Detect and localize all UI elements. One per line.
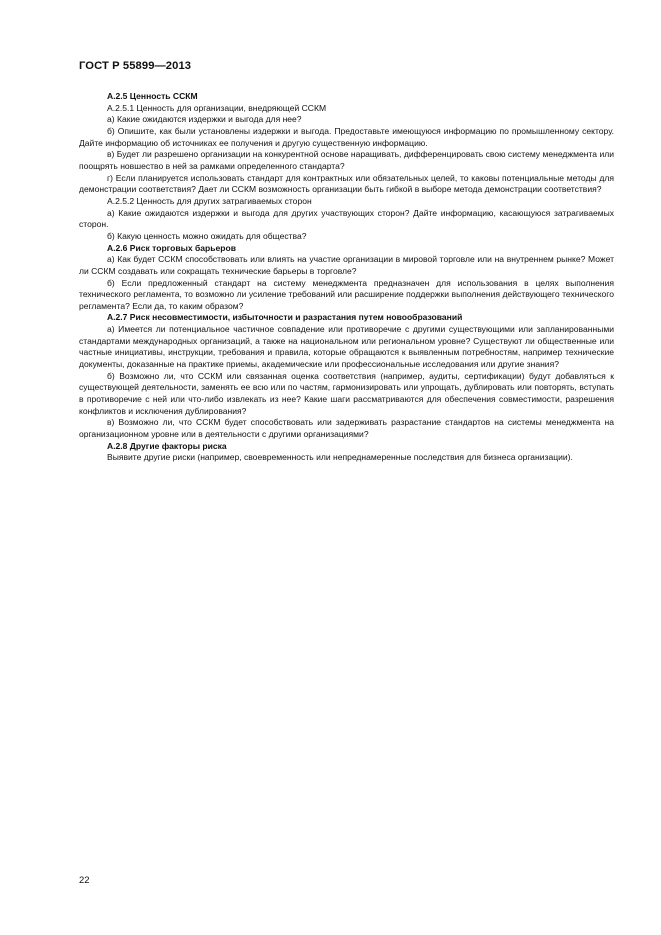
paragraph: г) Если планируется использовать стандарт для контрактных или обязательных целей, то каковы потенциальные методы для демонстрации соответствия? Дает ли ССКМ возможность организации быть гибкой в выборе метода демонстрации соответствия? xyxy=(79,172,614,195)
section-heading-a28: А.2.8 Другие факторы риска xyxy=(107,440,227,451)
paragraph: в) Будет ли разрешено организации на конкурентной основе наращивать, дифференцировать свою систему менеджмента или поощрять новшество в ней за рамками определенного стандарта? xyxy=(79,149,614,171)
paragraph: б) Какую ценность можно ожидать для общества? xyxy=(107,230,307,241)
paragraph: б) Опишите, как были установлены издержки и выгода. Предоставьте имеющуюся информацию по промышленному сектору. Дайте информацию об источниках ее получения и другую существенную информацию. xyxy=(79,125,614,148)
paragraph: а) Имеется ли потенциальное частичное совпадение или противоречие с другими существующими или запланированными стандартами международных организаций, а также на национальном или региональном уровне? Существуют ли общественные или частные инициативы, инструкции, требования и правила, которые обращаются к выявленным потребностям, например технические документы, доказанные на практике приемы, академические или профессиональные исследования или другие знания? xyxy=(79,324,614,370)
paragraph: в) Возможно ли, что ССКМ будет способствовать или задерживать разрастание стандартов на системы менеджмента на организационном уровне или в деятельности с другими организациями? xyxy=(79,417,614,440)
paragraph: а) Какие ожидаются издержки и выгода для других участвующих сторон? Дайте информацию, касающуюся затрагиваемых сторон. xyxy=(79,207,614,230)
document-header: ГОСТ Р 55899—2013 xyxy=(79,60,192,72)
paragraph: б) Возможно ли, что ССКМ или связанная оценка соответствия (например, аудиты, сертификации) будут добавляться к существующей деятельности, заменять ее всю или по частям, гармонизировать или упрощать, дублировать или повторять, вступать в противоречие с ней или что-либо извлекать из нее? Какие шаги рассматриваются для обеспечения совместимости, разрешения конфликтов и исключения дублирования? xyxy=(79,370,614,416)
document-body xyxy=(79,91,614,464)
subsection-a251: А.2.5.1 Ценность для организации, внедряющей ССКМ xyxy=(107,102,327,113)
paragraph: б) Если предложенный стандарт на систему менеджмента предназначен для использования в целях выполнения технического регламента, то возможно ли усиление требований или расширение поддержки выполнения действующего технического регламента? Если да, то каким образом? xyxy=(79,277,614,311)
paragraph: Выявите другие риски (например, своевременность или непреднамеренные последствия для бизнеса организации). xyxy=(107,452,573,463)
section-heading-a26: А.2.6 Риск торговых барьеров xyxy=(107,242,236,253)
section-heading-a25: А.2.5 Ценность ССКМ xyxy=(107,91,198,101)
paragraph: а) Как будет ССКМ способствовать или влиять на участие организации в мировой торговле или на внутреннем рынке? Может ли ССКМ создавать или сокращать технические барьеры в торговле? xyxy=(79,254,614,276)
paragraph: а) Какие ожидаются издержки и выгода для нее? xyxy=(107,114,302,125)
section-heading-a27: А.2.7 Риск несовместимости, избыточности и разрастания путем новообразований xyxy=(107,312,463,323)
page-number: 22 xyxy=(79,875,90,886)
subsection-a252: А.2.5.2 Ценность для других затрагиваемых сторон xyxy=(107,195,312,206)
